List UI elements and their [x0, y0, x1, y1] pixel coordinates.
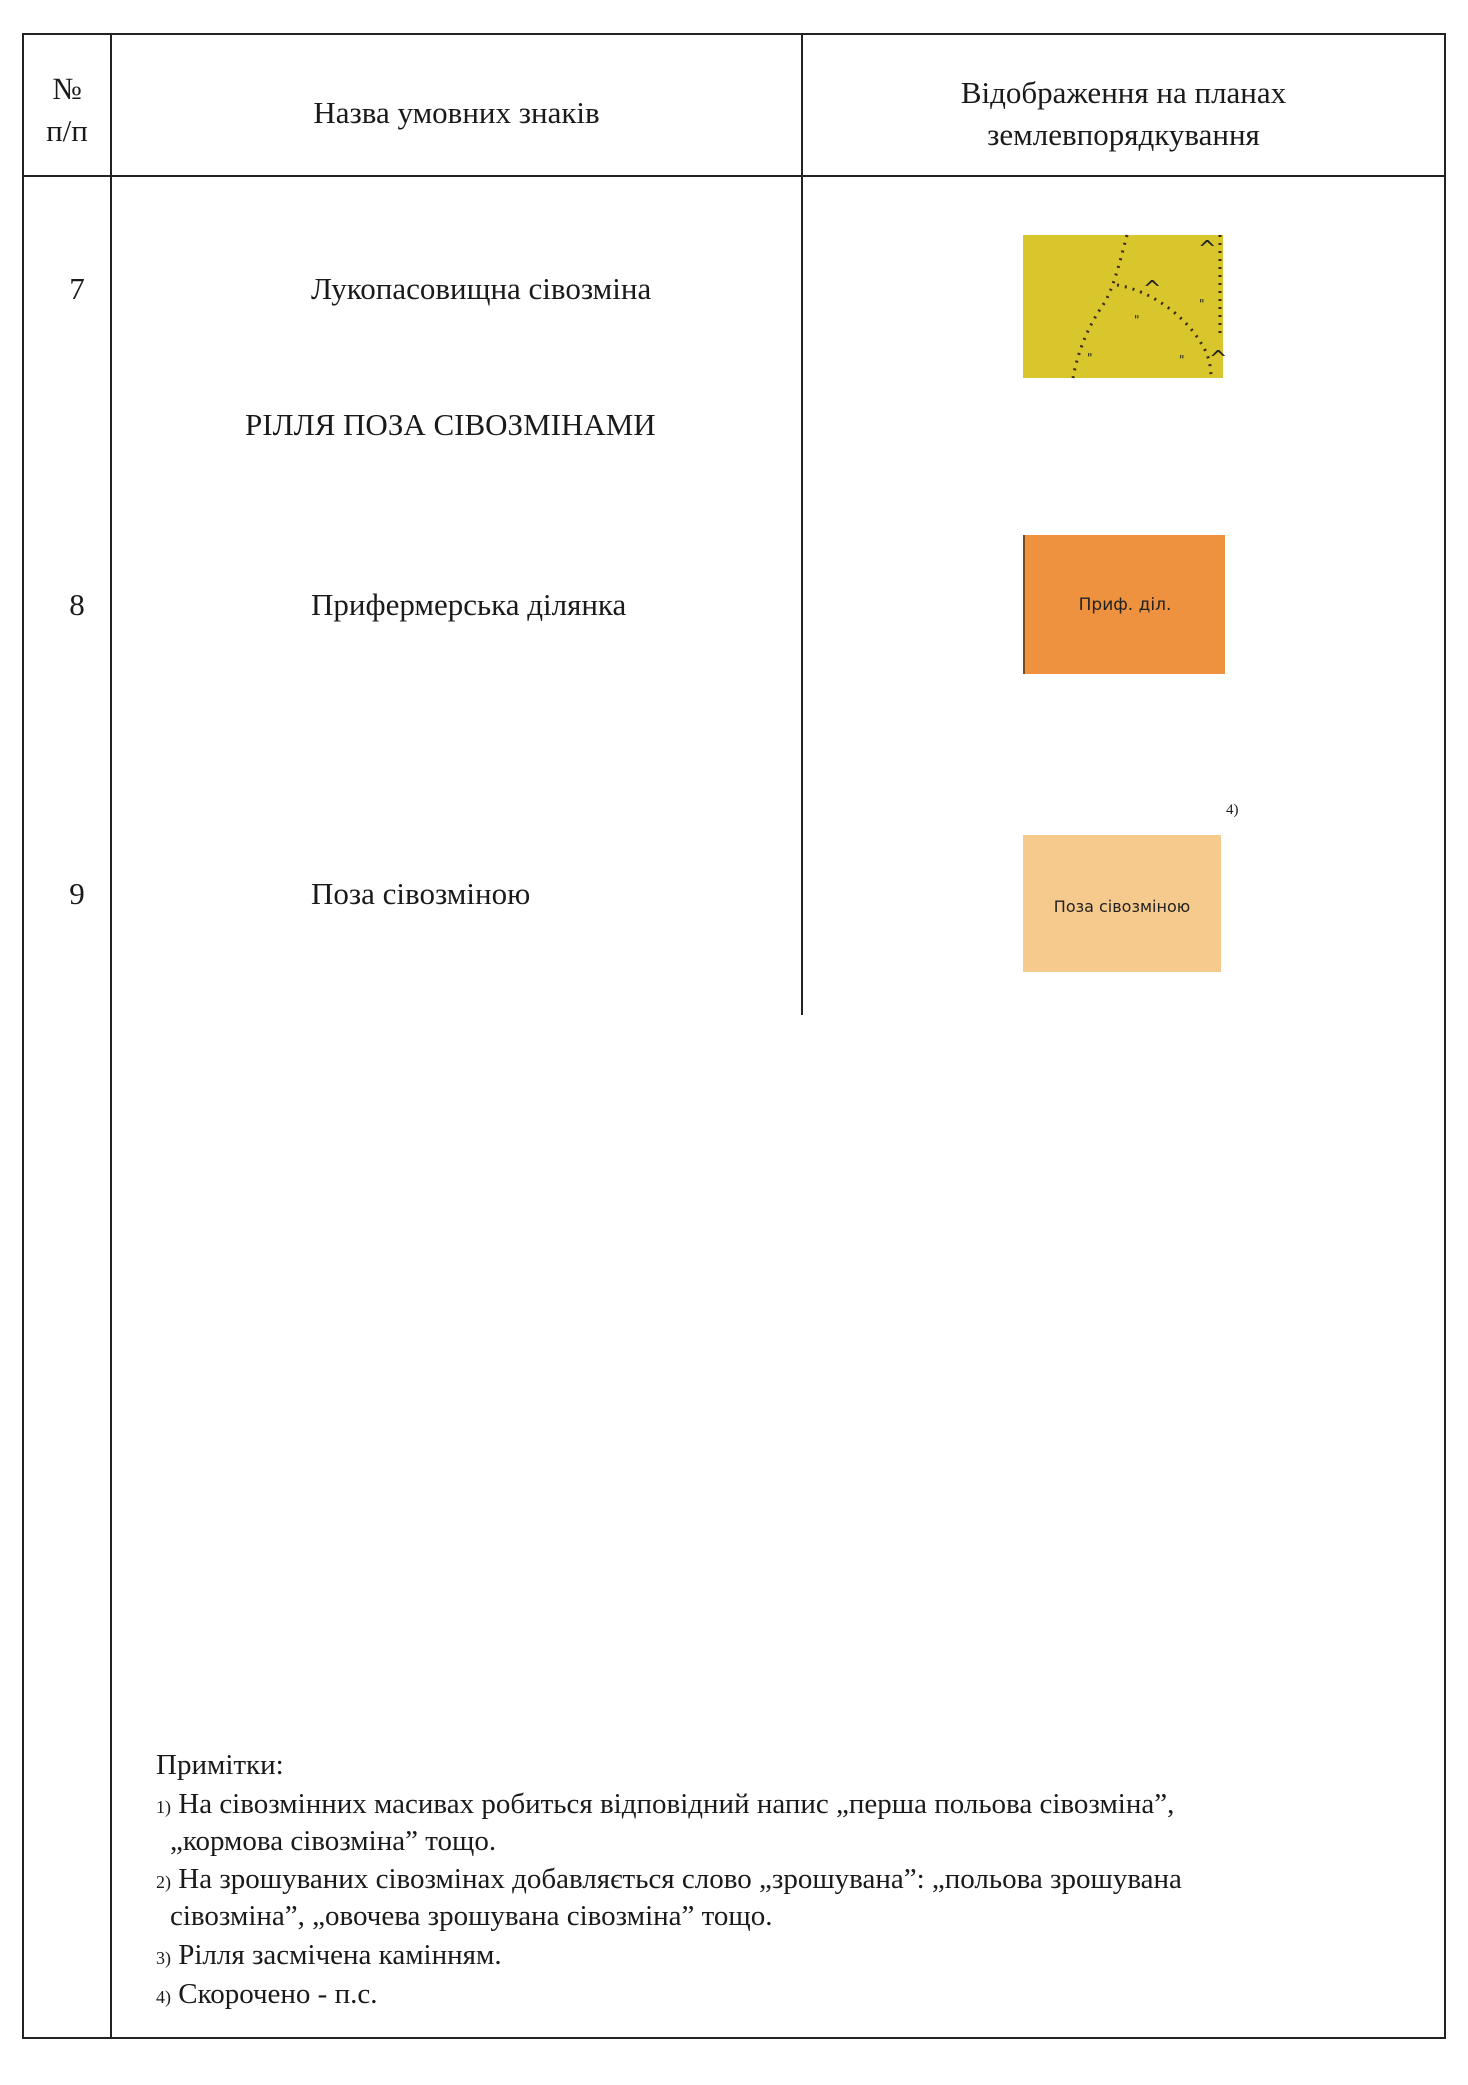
row-9-footnote-ref: 4) [1226, 802, 1239, 818]
note-2-index: 2) [156, 1872, 171, 1893]
note-4-index: 4) [156, 1986, 171, 2007]
meadow-mark-2: ^ [1143, 277, 1162, 302]
note-3 [156, 1937, 1426, 1974]
grass-mark-4: " [1199, 297, 1205, 311]
note-2-continuation: сівозміна”, „овочева зрошувана сівозміна” тощо. [170, 1900, 773, 1933]
header-divider [22, 175, 1446, 177]
note-1-continuation: „кормова сівозміна” тощо. [170, 1824, 497, 1857]
meadow-mark-1: ^ [1198, 237, 1217, 262]
note-3-text: Рілля засмічена камінням. [178, 1939, 502, 1972]
note-2 [156, 1861, 1426, 1935]
note-1 [156, 1786, 1426, 1860]
row-8-number: 8 [69, 587, 85, 622]
notes-block [156, 1747, 1426, 2013]
row-7-name: Лукопасовищна сівозміна [311, 271, 652, 306]
row-8-symbol [1023, 535, 1225, 674]
row-7-symbol [1023, 235, 1228, 378]
row-8-name: Прифермерська ділянка [311, 587, 627, 622]
note-3-index: 3) [156, 1948, 171, 1969]
row-9-symbol [1023, 835, 1221, 972]
boundary-line-2 [1117, 285, 1211, 378]
section-heading: РІЛЛЯ ПОЗА СІВОЗМІНАМИ [245, 407, 656, 442]
note-1-index: 1) [156, 1796, 171, 1817]
grass-mark-3: " [1179, 353, 1185, 367]
column-divider-1 [110, 33, 112, 2039]
note-4 [156, 1976, 1426, 2013]
note-4-text: Скорочено - п.с. [178, 1977, 378, 2010]
boundary-line-1 [1073, 235, 1127, 378]
grass-mark-2: " [1087, 351, 1093, 365]
header-display: Відображення на планах землевпорядкування [960, 75, 1287, 152]
header-name: Назва умовних знаків [313, 95, 600, 130]
header-number: № п/п [46, 71, 88, 148]
grass-mark-1: " [1134, 313, 1140, 327]
row-9-symbol-label: Поза сівозміною [1053, 897, 1191, 916]
row-8-symbol-label: Приф. діл. [1078, 595, 1172, 615]
row-9-name: Поза сівозміною [311, 876, 531, 911]
row-9-number: 9 [69, 876, 85, 911]
row-7-number: 7 [69, 271, 85, 306]
note-2-text: На зрошуваних сівозмінах добавляється слово „зрошувана”: „польова зрошувана [178, 1863, 1182, 1896]
table-frame [22, 33, 1446, 2039]
meadow-mark-3: ^ [1209, 347, 1228, 372]
column-divider-2 [801, 33, 803, 1015]
row-7-symbol-pattern [1023, 235, 1223, 378]
note-1-text: На сівозмінних масивах робиться відповідний напис „перша польова сівозміна”, [178, 1787, 1175, 1820]
notes-title: Примітки: [156, 1749, 284, 1781]
